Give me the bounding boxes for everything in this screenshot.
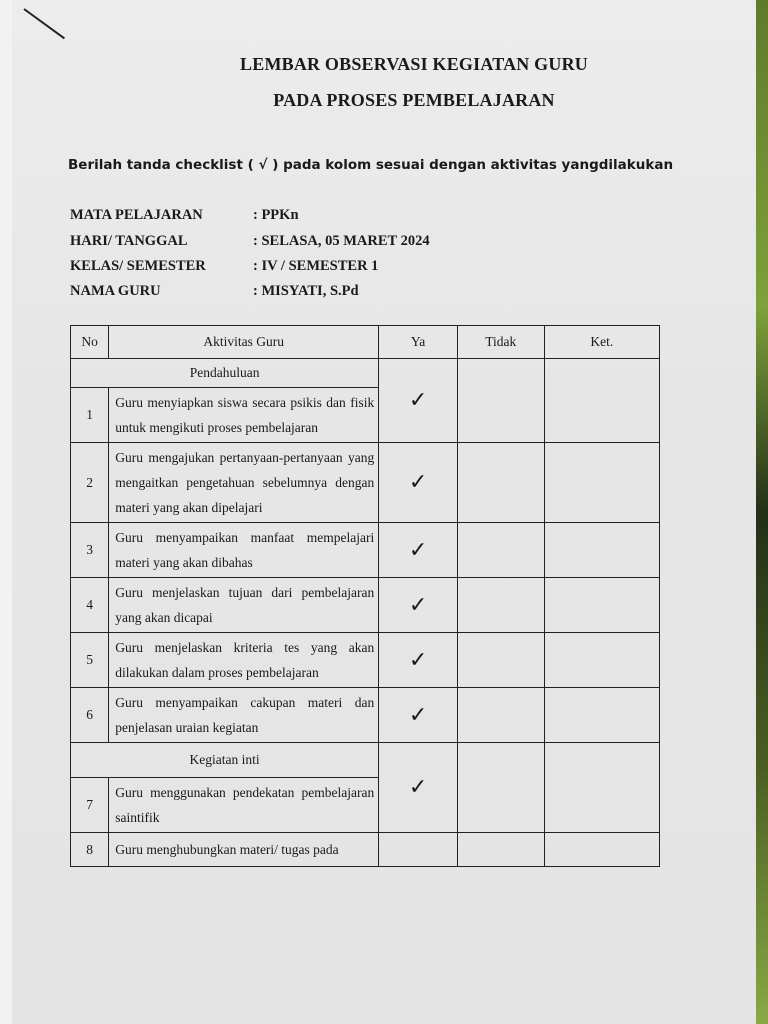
- section-row-kegiatan-inti: [71, 743, 660, 778]
- info-value: : MISYATI, S.Pd: [253, 283, 359, 299]
- section-row-pendahuluan: [71, 359, 660, 388]
- ket-cell: [544, 688, 659, 743]
- row-number: 4: [71, 578, 109, 633]
- instruction-text: Berilah tanda checklist ( √ ) pada kolom sesuai dengan aktivitas yangdilakukan: [68, 157, 674, 173]
- info-value: : PPKn: [253, 207, 299, 223]
- row-number: 7: [71, 778, 109, 833]
- row-activity: Guru menjelaskan kriteria tes yang akan dilakukan dalam proses pembelajaran: [109, 633, 379, 688]
- info-value: : SELASA, 05 MARET 2024: [253, 233, 430, 249]
- ket-cell: [544, 633, 659, 688]
- ket-cell: [544, 359, 659, 443]
- tidak-cell: [457, 443, 544, 523]
- tidak-cell: [457, 743, 544, 833]
- info-value: : IV / SEMESTER 1: [253, 258, 379, 274]
- row-number: 6: [71, 688, 109, 743]
- ya-cell: [379, 743, 458, 833]
- info-row-date: [70, 233, 430, 250]
- row-activity: Guru mengajukan pertanyaan-pertanyaan yang mengaitkan pengetahuan sebelumnya dengan materi yang akan dipelajari: [109, 443, 379, 523]
- ket-cell: [544, 743, 659, 833]
- tidak-cell: [457, 359, 544, 443]
- check-mark: ✓: [408, 537, 428, 563]
- info-row-teacher: [70, 283, 359, 300]
- observation-table: [70, 325, 660, 867]
- check-mark: ✓: [408, 388, 428, 413]
- row-number: 8: [71, 833, 109, 867]
- ya-cell: [379, 443, 458, 523]
- table-row: [71, 688, 660, 743]
- check-mark: ✓: [408, 647, 428, 673]
- photo-background-right: [754, 0, 768, 1024]
- ya-cell: [379, 578, 458, 633]
- check-mark: ✓: [408, 592, 428, 618]
- info-label: MATA PELAJARAN: [70, 207, 203, 223]
- photo-background-left: [0, 0, 12, 1024]
- table-row: [71, 523, 660, 578]
- table-row: [71, 833, 660, 867]
- row-number: 5: [71, 633, 109, 688]
- tidak-cell: [457, 688, 544, 743]
- tidak-cell: [457, 633, 544, 688]
- row-activity: Guru menghubungkan materi/ tugas pada: [109, 833, 379, 867]
- table-header-row: [71, 326, 660, 359]
- row-activity: Guru menyampaikan cakupan materi dan penjelasan uraian kegiatan: [109, 688, 379, 743]
- table-row: [71, 633, 660, 688]
- ket-cell: [544, 833, 659, 867]
- row-activity: Guru menjelaskan tujuan dari pembelajaran yang akan dicapai: [109, 578, 379, 633]
- ya-cell: [379, 833, 458, 867]
- table-row: [71, 578, 660, 633]
- info-label: HARI/ TANGGAL: [70, 233, 188, 249]
- section-label: Kegiatan inti: [71, 743, 379, 778]
- check-mark: ✓: [408, 470, 428, 495]
- header-no: No: [71, 326, 109, 359]
- info-row-class: [70, 258, 378, 275]
- info-row-subject: [70, 207, 299, 224]
- ya-cell: [379, 688, 458, 743]
- row-activity: Guru menyampaikan manfaat mempelajari materi yang akan dibahas: [109, 523, 379, 578]
- ket-cell: [544, 523, 659, 578]
- ket-cell: [544, 578, 659, 633]
- row-number: 1: [71, 388, 109, 443]
- header-ket: Ket.: [544, 326, 659, 359]
- section-label: Pendahuluan: [71, 359, 379, 388]
- header-tidak: Tidak: [457, 326, 544, 359]
- row-number: 2: [71, 443, 109, 523]
- tidak-cell: [457, 833, 544, 867]
- document-title: LEMBAR OBSERVASI KEGIATAN GURU: [240, 54, 588, 74]
- ya-cell: [379, 523, 458, 578]
- tidak-cell: [457, 523, 544, 578]
- info-label: NAMA GURU: [70, 283, 161, 299]
- row-number: 3: [71, 523, 109, 578]
- document-subtitle: PADA PROSES PEMBELAJARAN: [273, 90, 555, 110]
- check-mark: ✓: [408, 775, 428, 800]
- pen-stroke-mark: [23, 8, 65, 39]
- table-row: [71, 443, 660, 523]
- row-activity: Guru menyiapkan siswa secara psikis dan fisik untuk mengikuti proses pembelajaran: [109, 388, 379, 443]
- document-page: [12, 0, 756, 1024]
- ket-cell: [544, 443, 659, 523]
- tidak-cell: [457, 578, 544, 633]
- header-ya: Ya: [379, 326, 458, 359]
- ya-cell: [379, 359, 458, 443]
- ya-cell: [379, 633, 458, 688]
- row-activity: Guru menggunakan pendekatan pembelajaran saintifik: [109, 778, 379, 833]
- header-activity: Aktivitas Guru: [109, 326, 379, 359]
- check-mark: ✓: [408, 702, 428, 728]
- info-label: KELAS/ SEMESTER: [70, 258, 206, 274]
